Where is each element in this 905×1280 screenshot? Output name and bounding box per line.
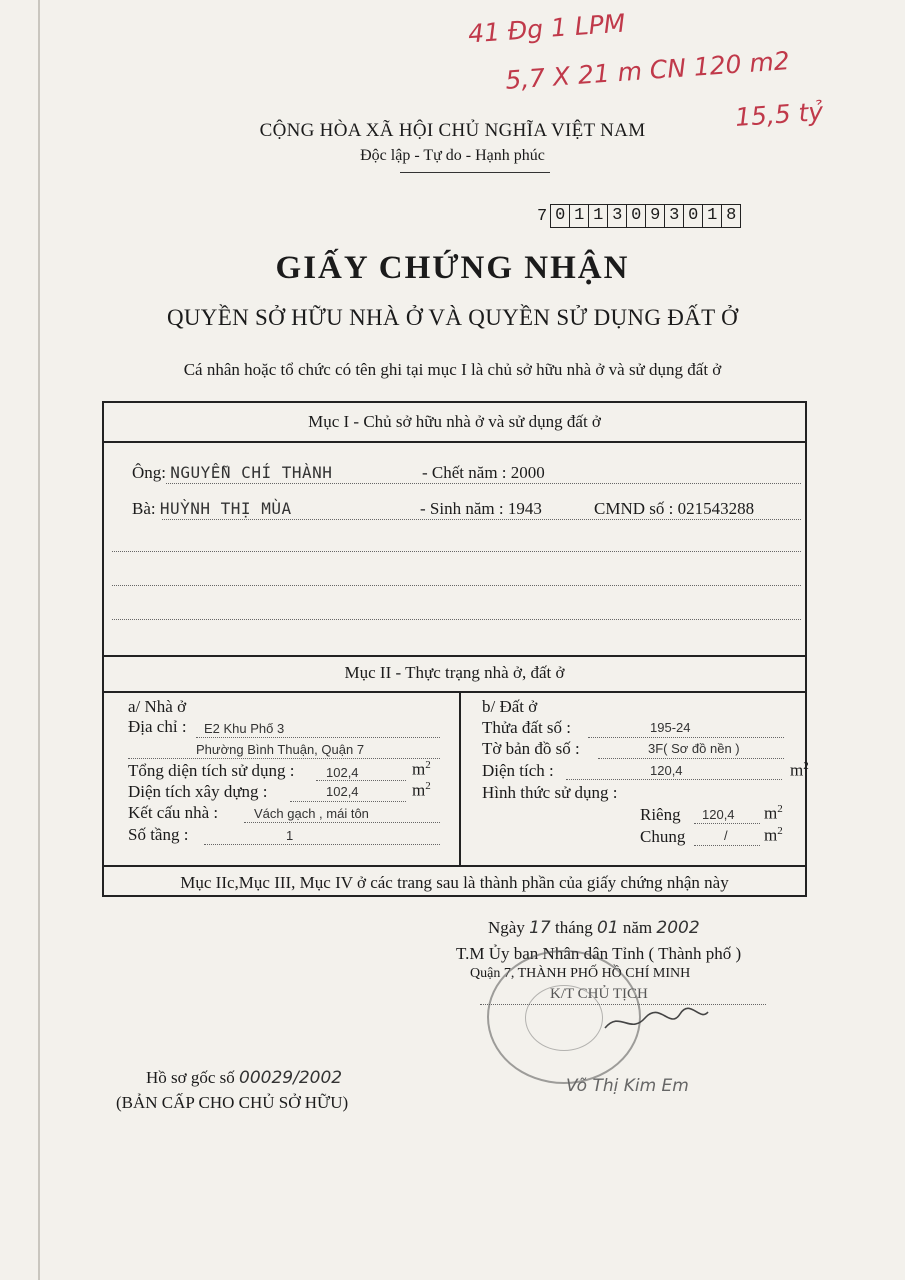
dotted-line	[244, 822, 440, 823]
owner2-label: Bà:	[132, 499, 156, 518]
serial-digit: 3	[664, 205, 683, 227]
land-area-label: Diện tích :	[482, 761, 554, 780]
file-number-value: 00029/2002	[239, 1068, 343, 1088]
serial-digit: 8	[721, 205, 740, 227]
certificate-table	[102, 401, 807, 897]
serial-digit: 1	[588, 205, 607, 227]
serial-digit: 0	[555, 206, 566, 225]
month-label: tháng	[554, 918, 593, 937]
serial-digit: 0	[626, 205, 645, 227]
owner1-label: Ông:	[132, 463, 166, 482]
land-map: 3F( Sơ đồ nền )	[648, 741, 740, 756]
house-built-area: 102,4	[326, 784, 359, 799]
unit-m2: $m^2$	[790, 760, 809, 780]
signature-icon	[600, 1000, 710, 1040]
dotted-line	[694, 823, 760, 824]
section1-divider	[104, 441, 805, 443]
serial-digit: 0	[683, 205, 702, 227]
owner-row-1	[132, 463, 332, 483]
dotted-line	[128, 758, 440, 759]
unit-text: m	[764, 825, 778, 845]
year-value: 2002	[656, 918, 700, 938]
house-total-area-label: Tổng diện tích sử dụng :	[128, 761, 295, 780]
month-value: 01	[597, 918, 619, 938]
copy-note: (BẢN CẤP CHO CHỦ SỞ HỮU)	[116, 1093, 349, 1112]
serial-number	[537, 204, 741, 228]
unit-text: m	[790, 760, 804, 780]
column-divider	[459, 693, 461, 865]
dotted-line	[112, 551, 801, 552]
handwritten-note-line2: 5,7 X 21 m CN 120 m2	[504, 46, 791, 95]
house-address-line1: E2 Khu Phố 3	[204, 721, 285, 736]
dotted-line	[166, 483, 801, 484]
dotted-line	[694, 845, 760, 846]
land-private: 120,4	[702, 807, 735, 822]
owner2-id: CMND số : 021543288	[594, 499, 755, 518]
land-plot: 195-24	[650, 720, 691, 735]
signer-name: Võ Thị Kim Em	[566, 1076, 689, 1096]
handwritten-note-line1: 41 Đg 1 LPM	[467, 8, 627, 49]
dotted-line	[162, 519, 801, 520]
owner2-info: - Sinh năm : 1943	[420, 499, 542, 518]
house-structure: Vách gạch , mái tôn	[254, 806, 369, 821]
national-motto: Độc lập - Tự do - Hạnh phúc	[360, 147, 545, 164]
owner-row-2	[132, 499, 292, 519]
dotted-line	[112, 585, 801, 586]
land-shared-label: Chung	[640, 827, 686, 846]
house-address-label: Địa chỉ :	[128, 717, 187, 736]
unit-m2: $m^2$	[764, 825, 783, 845]
day-value: 17	[529, 918, 551, 938]
unit-m2: $m^2$	[764, 803, 783, 823]
unit-text: m	[412, 759, 426, 779]
section1-heading: Mục I - Chủ sở hữu nhà ở và sử dụng đất ở	[308, 412, 601, 431]
house-title: a/ Nhà ở	[128, 697, 187, 716]
motto-underline	[400, 172, 550, 173]
house-structure-label: Kết cấu nhà :	[128, 803, 219, 822]
file-number	[146, 1068, 342, 1088]
file-number-label: Hồ sơ gốc số	[146, 1068, 235, 1087]
document-subtitle: QUYỀN SỞ HỮU NHÀ Ở VÀ QUYỀN SỬ DỤNG ĐẤT Ở	[166, 305, 739, 330]
section2-divider	[104, 691, 805, 693]
land-plot-label: Thửa đất số :	[482, 718, 572, 737]
land-shared: /	[724, 828, 728, 843]
dotted-line	[112, 619, 801, 620]
footer-note: Mục IIc,Mục III, Mục IV ở các trang sau là thành phần của giấy chứng nhận này	[180, 873, 729, 892]
land-usage-label: Hình thức sử dụng :	[482, 783, 618, 802]
unit-text: m	[764, 803, 778, 823]
year-label: năm	[622, 918, 653, 937]
house-floors: 1	[286, 828, 294, 843]
dotted-line	[566, 779, 782, 780]
section2-top-divider	[104, 655, 805, 657]
land-private-label: Riêng	[640, 805, 681, 824]
land-map-label: Tờ bản đồ số :	[482, 739, 580, 758]
unit-text: m	[412, 780, 426, 800]
land-area: 120,4	[650, 763, 683, 778]
unit-m2: $m^2$	[412, 780, 431, 800]
house-floors-label: Số tầng :	[128, 825, 189, 844]
house-address-line2: Phường Bình Thuận, Quận 7	[196, 742, 365, 757]
owner1-info: - Chết năm : 2000	[422, 463, 545, 482]
dotted-line	[588, 737, 784, 738]
serial-digit: 9	[645, 205, 664, 227]
handwritten-note-line3: 15,5 tỷ	[734, 96, 825, 133]
serial-digit: 1	[702, 205, 721, 227]
signing-org-line2: Quận 7, THÀNH PHỐ HỒ CHÍ MINH	[470, 966, 691, 981]
signing-org-line1: T.M Ủy ban Nhân dân Tỉnh ( Thành phố )	[456, 944, 742, 963]
serial-prefix: 7	[537, 206, 548, 226]
house-built-area-label: Diện tích xây dựng :	[128, 782, 268, 801]
owner1-name: NGUYỄN CHÍ THÀNH	[170, 463, 333, 482]
document-title: GIẤY CHỨNG NHẬN	[275, 250, 630, 286]
serial-digit-cells	[550, 204, 741, 228]
serial-digit: 3	[607, 205, 626, 227]
serial-digit: 1	[569, 205, 588, 227]
land-title: b/ Đất ở	[482, 697, 538, 716]
intro-text: Cá nhân hoặc tổ chức có tên ghi tại mục I là chủ sở hữu nhà ở và sử dụng đất ở	[183, 360, 722, 379]
signing-date	[488, 918, 700, 938]
house-total-area: 102,4	[326, 765, 359, 780]
dotted-line	[204, 844, 440, 845]
section2-heading: Mục II - Thực trạng nhà ở, đất ở	[344, 663, 565, 682]
dotted-line	[196, 737, 440, 738]
unit-m2: $m^2$	[412, 759, 431, 779]
owner2-name: HUỲNH THỊ MÙA	[159, 499, 292, 518]
signing-position: K/T CHỦ TỊCH	[550, 986, 648, 1002]
dotted-line	[598, 758, 784, 759]
footer-divider	[104, 865, 805, 867]
paper-edge	[38, 0, 40, 1280]
seal-emblem-icon	[525, 985, 603, 1051]
day-label: Ngày	[488, 918, 525, 937]
dotted-line	[316, 780, 406, 781]
dotted-line	[290, 801, 406, 802]
republic-name: CỘNG HÒA XÃ HỘI CHỦ NGHĨA VIỆT NAM	[259, 120, 646, 141]
